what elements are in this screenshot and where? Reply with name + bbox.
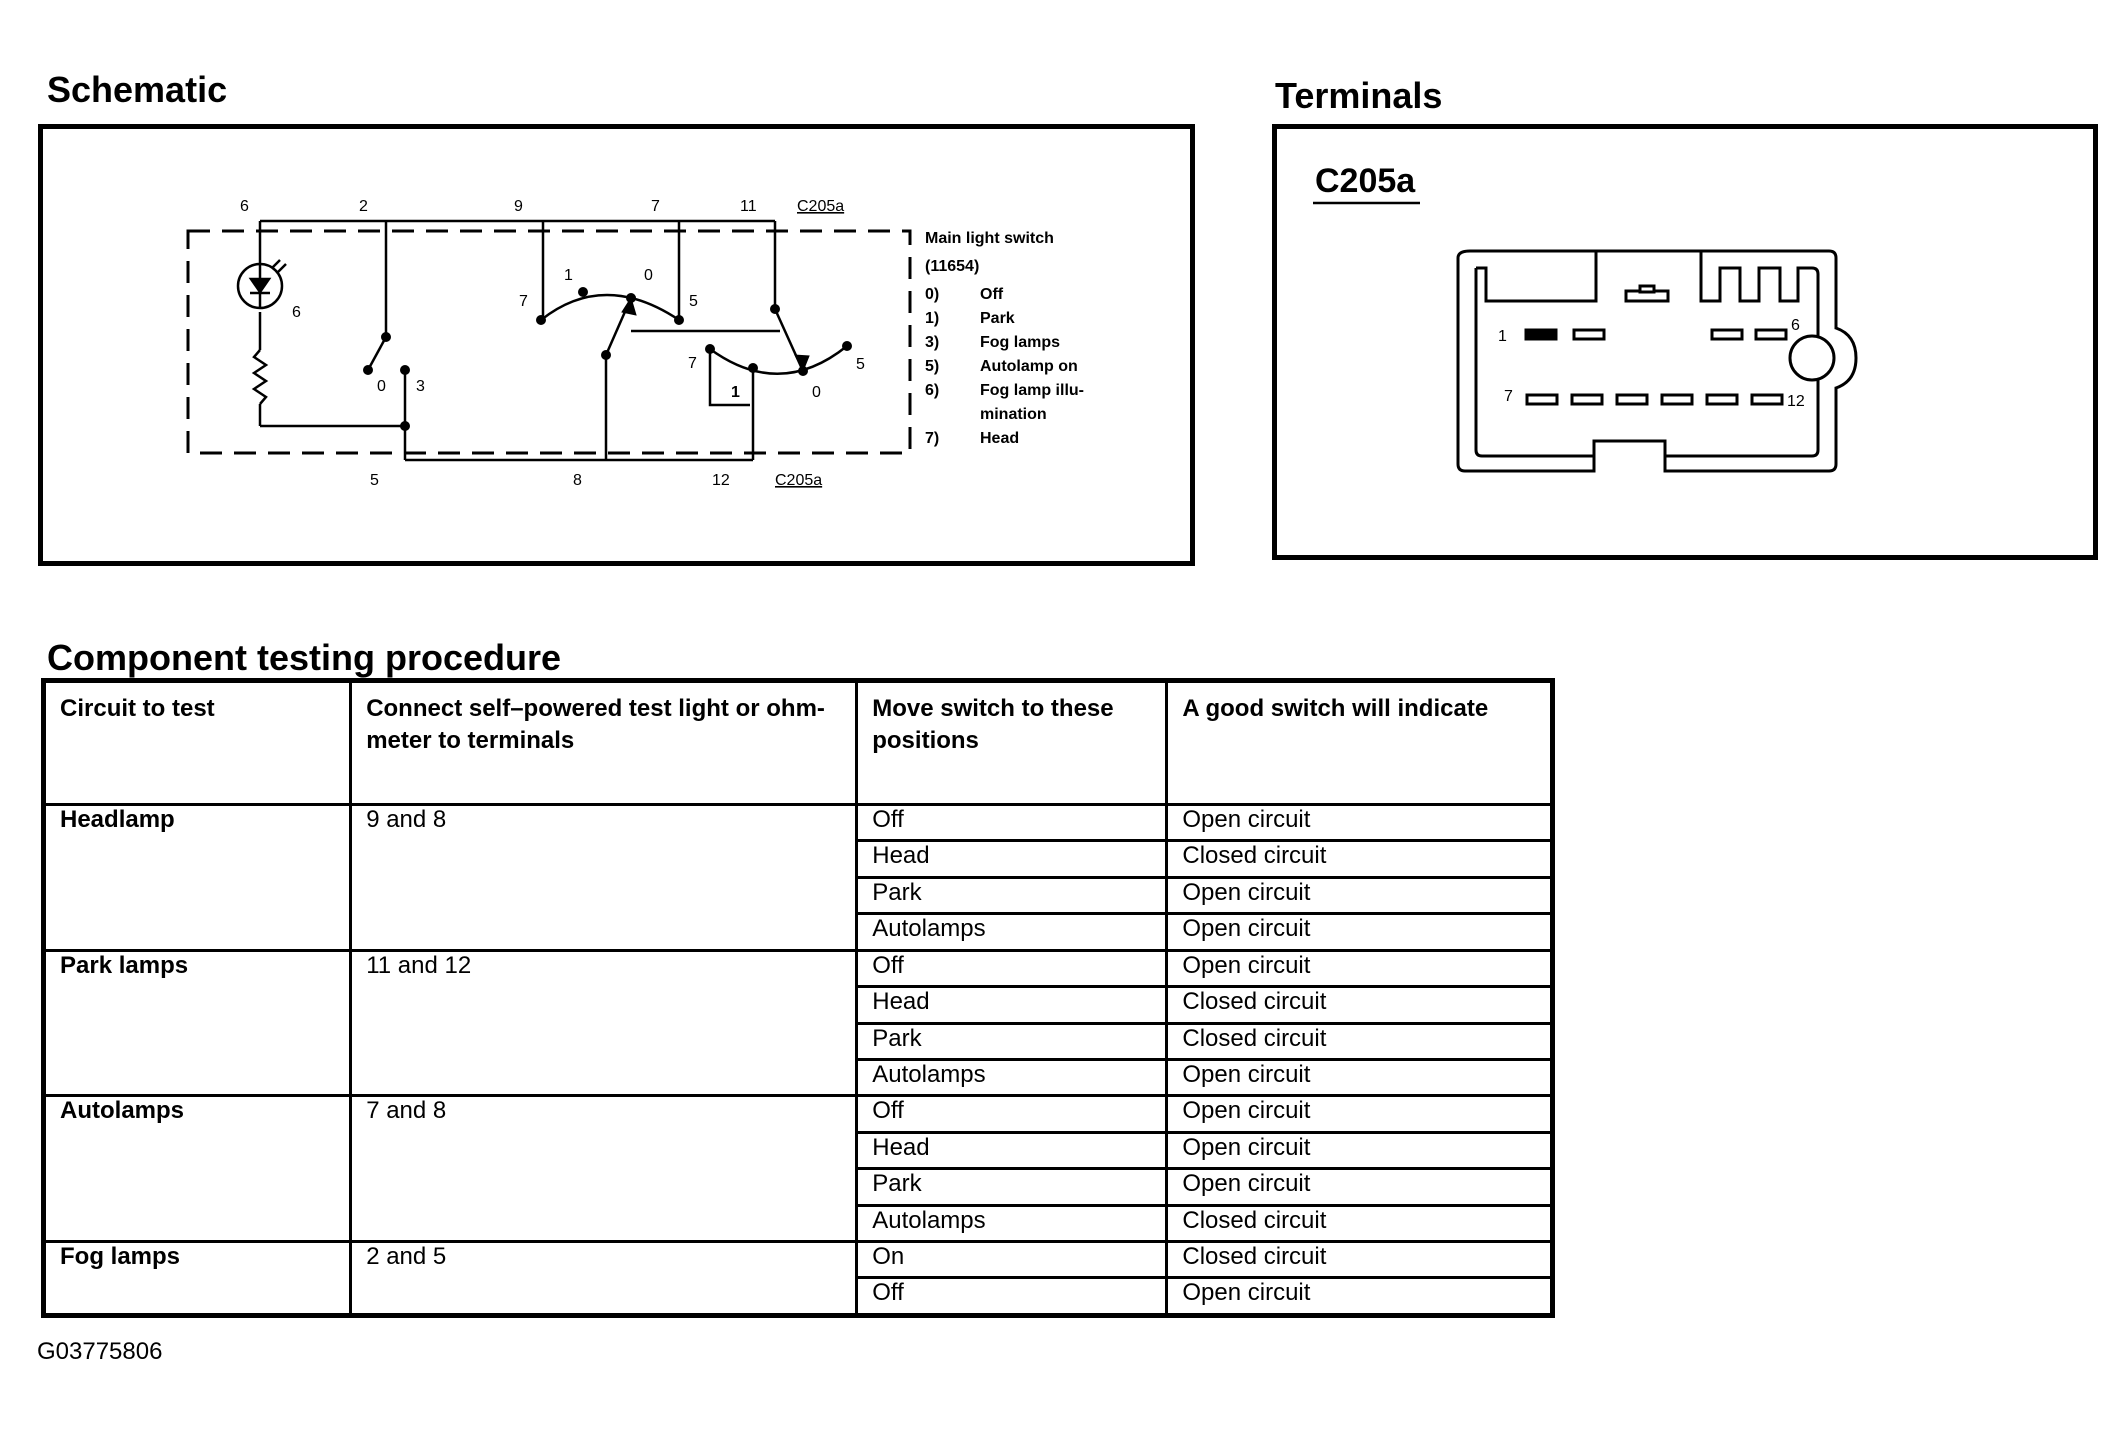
result-cell: Open circuit bbox=[1167, 1059, 1553, 1095]
legend-key: 6) bbox=[925, 382, 940, 399]
terminals-cell: 11 and 12 bbox=[351, 950, 857, 1096]
position-cell: Autolamps bbox=[857, 1059, 1167, 1095]
schematic-panel bbox=[38, 124, 1195, 566]
legend-key: 5) bbox=[925, 358, 940, 375]
circuit-cell: Autolamps bbox=[44, 1096, 351, 1242]
column-header: Circuit to test bbox=[44, 681, 351, 805]
result-cell: Closed circuit bbox=[1167, 987, 1553, 1023]
position-cell: Park bbox=[857, 1023, 1167, 1059]
terminal-label: 2 bbox=[359, 198, 368, 215]
terminal-label: 7 bbox=[651, 198, 660, 215]
terminals-cell: 7 and 8 bbox=[351, 1096, 857, 1242]
contact-label: 7 bbox=[519, 293, 528, 310]
pin-label: 6 bbox=[1791, 317, 1800, 334]
connector-body bbox=[1458, 251, 1856, 471]
connector-title: C205a bbox=[1315, 162, 1416, 200]
legend-text: Head bbox=[980, 430, 1020, 447]
result-cell: Open circuit bbox=[1167, 1096, 1553, 1132]
switch-legend bbox=[925, 230, 1084, 447]
position-cell: Off bbox=[857, 805, 1167, 841]
terminal-label: 11 bbox=[740, 198, 757, 215]
circuit-cell: Headlamp bbox=[44, 805, 351, 951]
contact-label: 0 bbox=[812, 384, 821, 401]
contact-label: 1 bbox=[564, 267, 573, 284]
position-cell: Head bbox=[857, 1132, 1167, 1168]
legend-text: Autolamp on bbox=[980, 358, 1078, 375]
legend-text: Off bbox=[980, 286, 1004, 303]
column-header: A good switch will indicate bbox=[1167, 681, 1553, 805]
connector-label-bottom: C205a bbox=[775, 472, 823, 489]
result-cell: Open circuit bbox=[1167, 805, 1553, 841]
fog-lamp-led-icon bbox=[238, 260, 286, 308]
result-cell: Closed circuit bbox=[1167, 1205, 1553, 1241]
position-cell: Off bbox=[857, 950, 1167, 986]
pin-label: 7 bbox=[1504, 388, 1513, 405]
circuit-cell: Park lamps bbox=[44, 950, 351, 1096]
position-cell: Off bbox=[857, 1278, 1167, 1316]
schematic-diagram bbox=[43, 129, 1190, 561]
position-cell: Head bbox=[857, 987, 1167, 1023]
result-cell: Open circuit bbox=[1167, 1278, 1553, 1316]
position-cell: Autolamps bbox=[857, 914, 1167, 950]
legend-text: Fog lamp illu- bbox=[980, 382, 1084, 399]
connector-label-top: C205a bbox=[797, 198, 845, 215]
position-cell: Autolamps bbox=[857, 1205, 1167, 1241]
result-cell: Open circuit bbox=[1167, 1169, 1553, 1205]
result-cell: Open circuit bbox=[1167, 914, 1553, 950]
contact-label: 7 bbox=[688, 355, 697, 372]
circuit-cell: Fog lamps bbox=[44, 1242, 351, 1316]
legend-key: 0) bbox=[925, 286, 940, 303]
table-row bbox=[44, 950, 1553, 986]
result-cell: Open circuit bbox=[1167, 950, 1553, 986]
terminals-heading: Terminals bbox=[1275, 75, 1443, 116]
table-row bbox=[44, 1242, 1553, 1278]
position-cell: Park bbox=[857, 1169, 1167, 1205]
result-cell: Closed circuit bbox=[1167, 1242, 1553, 1278]
position-cell: Head bbox=[857, 841, 1167, 877]
contact-label: 6 bbox=[292, 304, 301, 321]
pin-label: 12 bbox=[1787, 393, 1805, 410]
figure-code: G03775806 bbox=[37, 1338, 163, 1365]
result-cell: Closed circuit bbox=[1167, 1023, 1553, 1059]
terminal-label: 9 bbox=[514, 198, 523, 215]
legend-text: mination bbox=[980, 406, 1047, 423]
contact-label: 3 bbox=[416, 378, 425, 395]
table-header-row bbox=[44, 681, 1553, 805]
contact-label: 5 bbox=[689, 293, 698, 310]
column-header: Move switch to these positions bbox=[857, 681, 1167, 805]
contact-label: 1 bbox=[731, 384, 740, 401]
result-cell: Closed circuit bbox=[1167, 841, 1553, 877]
legend-title: Main light switch bbox=[925, 230, 1054, 247]
table-row bbox=[44, 1096, 1553, 1132]
contact-label: 5 bbox=[856, 356, 865, 373]
legend-text: Park bbox=[980, 310, 1015, 327]
terminal-label: 6 bbox=[240, 198, 249, 215]
terminal-label: 8 bbox=[573, 472, 582, 489]
legend-key: 3) bbox=[925, 334, 940, 351]
column-header: Connect self–powered test light or ohm-meter to terminals bbox=[351, 681, 857, 805]
position-cell: On bbox=[857, 1242, 1167, 1278]
schematic-heading: Schematic bbox=[47, 69, 228, 110]
terminals-cell: 2 and 5 bbox=[351, 1242, 857, 1316]
legend-part-number: (11654) bbox=[925, 258, 980, 275]
switch-enclosure bbox=[188, 231, 910, 453]
contact-label: 0 bbox=[377, 378, 386, 395]
result-cell: Open circuit bbox=[1167, 877, 1553, 913]
connector-diagram bbox=[1277, 129, 2093, 555]
terminals-cell: 9 and 8 bbox=[351, 805, 857, 951]
terminal-label: 5 bbox=[370, 472, 379, 489]
contact-label: 0 bbox=[644, 267, 653, 284]
result-cell: Open circuit bbox=[1167, 1132, 1553, 1168]
terminal-label: 12 bbox=[712, 472, 730, 489]
legend-key: 7) bbox=[925, 430, 940, 447]
procedure-heading: Component testing procedure bbox=[47, 637, 562, 678]
table-row bbox=[44, 805, 1553, 841]
legend-key: 1) bbox=[925, 310, 940, 327]
terminals-panel bbox=[1272, 124, 2098, 560]
legend-text: Fog lamps bbox=[980, 334, 1061, 351]
position-cell: Off bbox=[857, 1096, 1167, 1132]
position-cell: Park bbox=[857, 877, 1167, 913]
pin-label: 1 bbox=[1498, 328, 1507, 345]
testing-procedure-table bbox=[41, 678, 1555, 1318]
